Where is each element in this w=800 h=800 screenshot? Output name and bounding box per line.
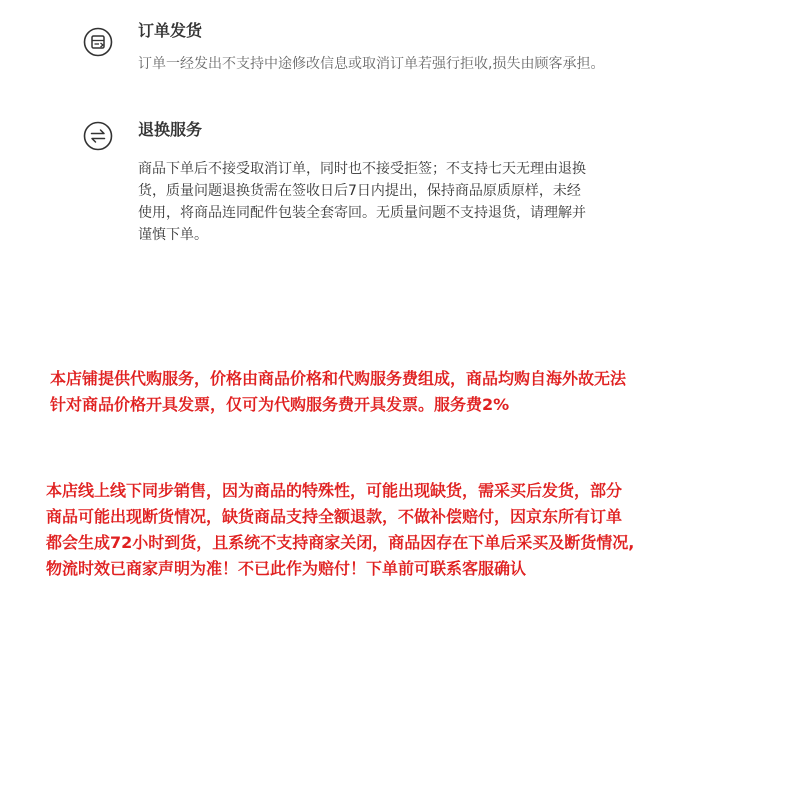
return-service-section	[0, 100, 800, 260]
return-service-line: 使用，将商品连同配件包装全套寄回。无质量问题不支持退货，请理解并	[138, 205, 586, 221]
order-shipping-section	[0, 0, 800, 90]
return-service-description	[138, 158, 678, 246]
notice-line: 本店铺提供代购服务，价格由商品价格和代购服务费组成，商品均购自海外故无法	[50, 369, 627, 388]
order-shipping-description: 订单一经发出不支持中途修改信息或取消订单若强行拒收,损失由顾客承担。	[138, 56, 605, 72]
order-shipping-title: 订单发货	[138, 21, 203, 40]
purchase-service-notice	[50, 366, 626, 418]
notice-line: 商品可能出现断货情况，缺货商品支持全额退款，不做补偿赔付，因京东所有订单	[46, 507, 623, 526]
notice-line: 本店线上线下同步销售，因为商品的特殊性，可能出现缺货，需采买后发货，部分	[46, 481, 623, 500]
return-service-title: 退换服务	[138, 120, 203, 139]
return-service-line: 货，质量问题退换货需在签收日后7日内提出，保持商品原质原样，未经	[138, 183, 581, 199]
notice-line: 都会生成72小时到货，且系统不支持商家关闭，商品因存在下单后采买及断货情况,	[46, 533, 635, 552]
shipping-order-icon	[83, 27, 113, 57]
return-service-line: 商品下单后不接受取消订单，同时也不接受拒签；不支持七天无理由退换	[138, 161, 586, 177]
notice-line: 针对商品价格开具发票，仅可为代购服务费开具发票。服务费2%	[50, 395, 510, 414]
exchange-arrows-icon	[83, 121, 113, 151]
notice-line: 物流时效已商家声明为准！不已此作为赔付！下单前可联系客服确认	[46, 559, 527, 578]
stock-notice	[46, 478, 634, 582]
return-service-line: 谨慎下单。	[138, 227, 208, 243]
